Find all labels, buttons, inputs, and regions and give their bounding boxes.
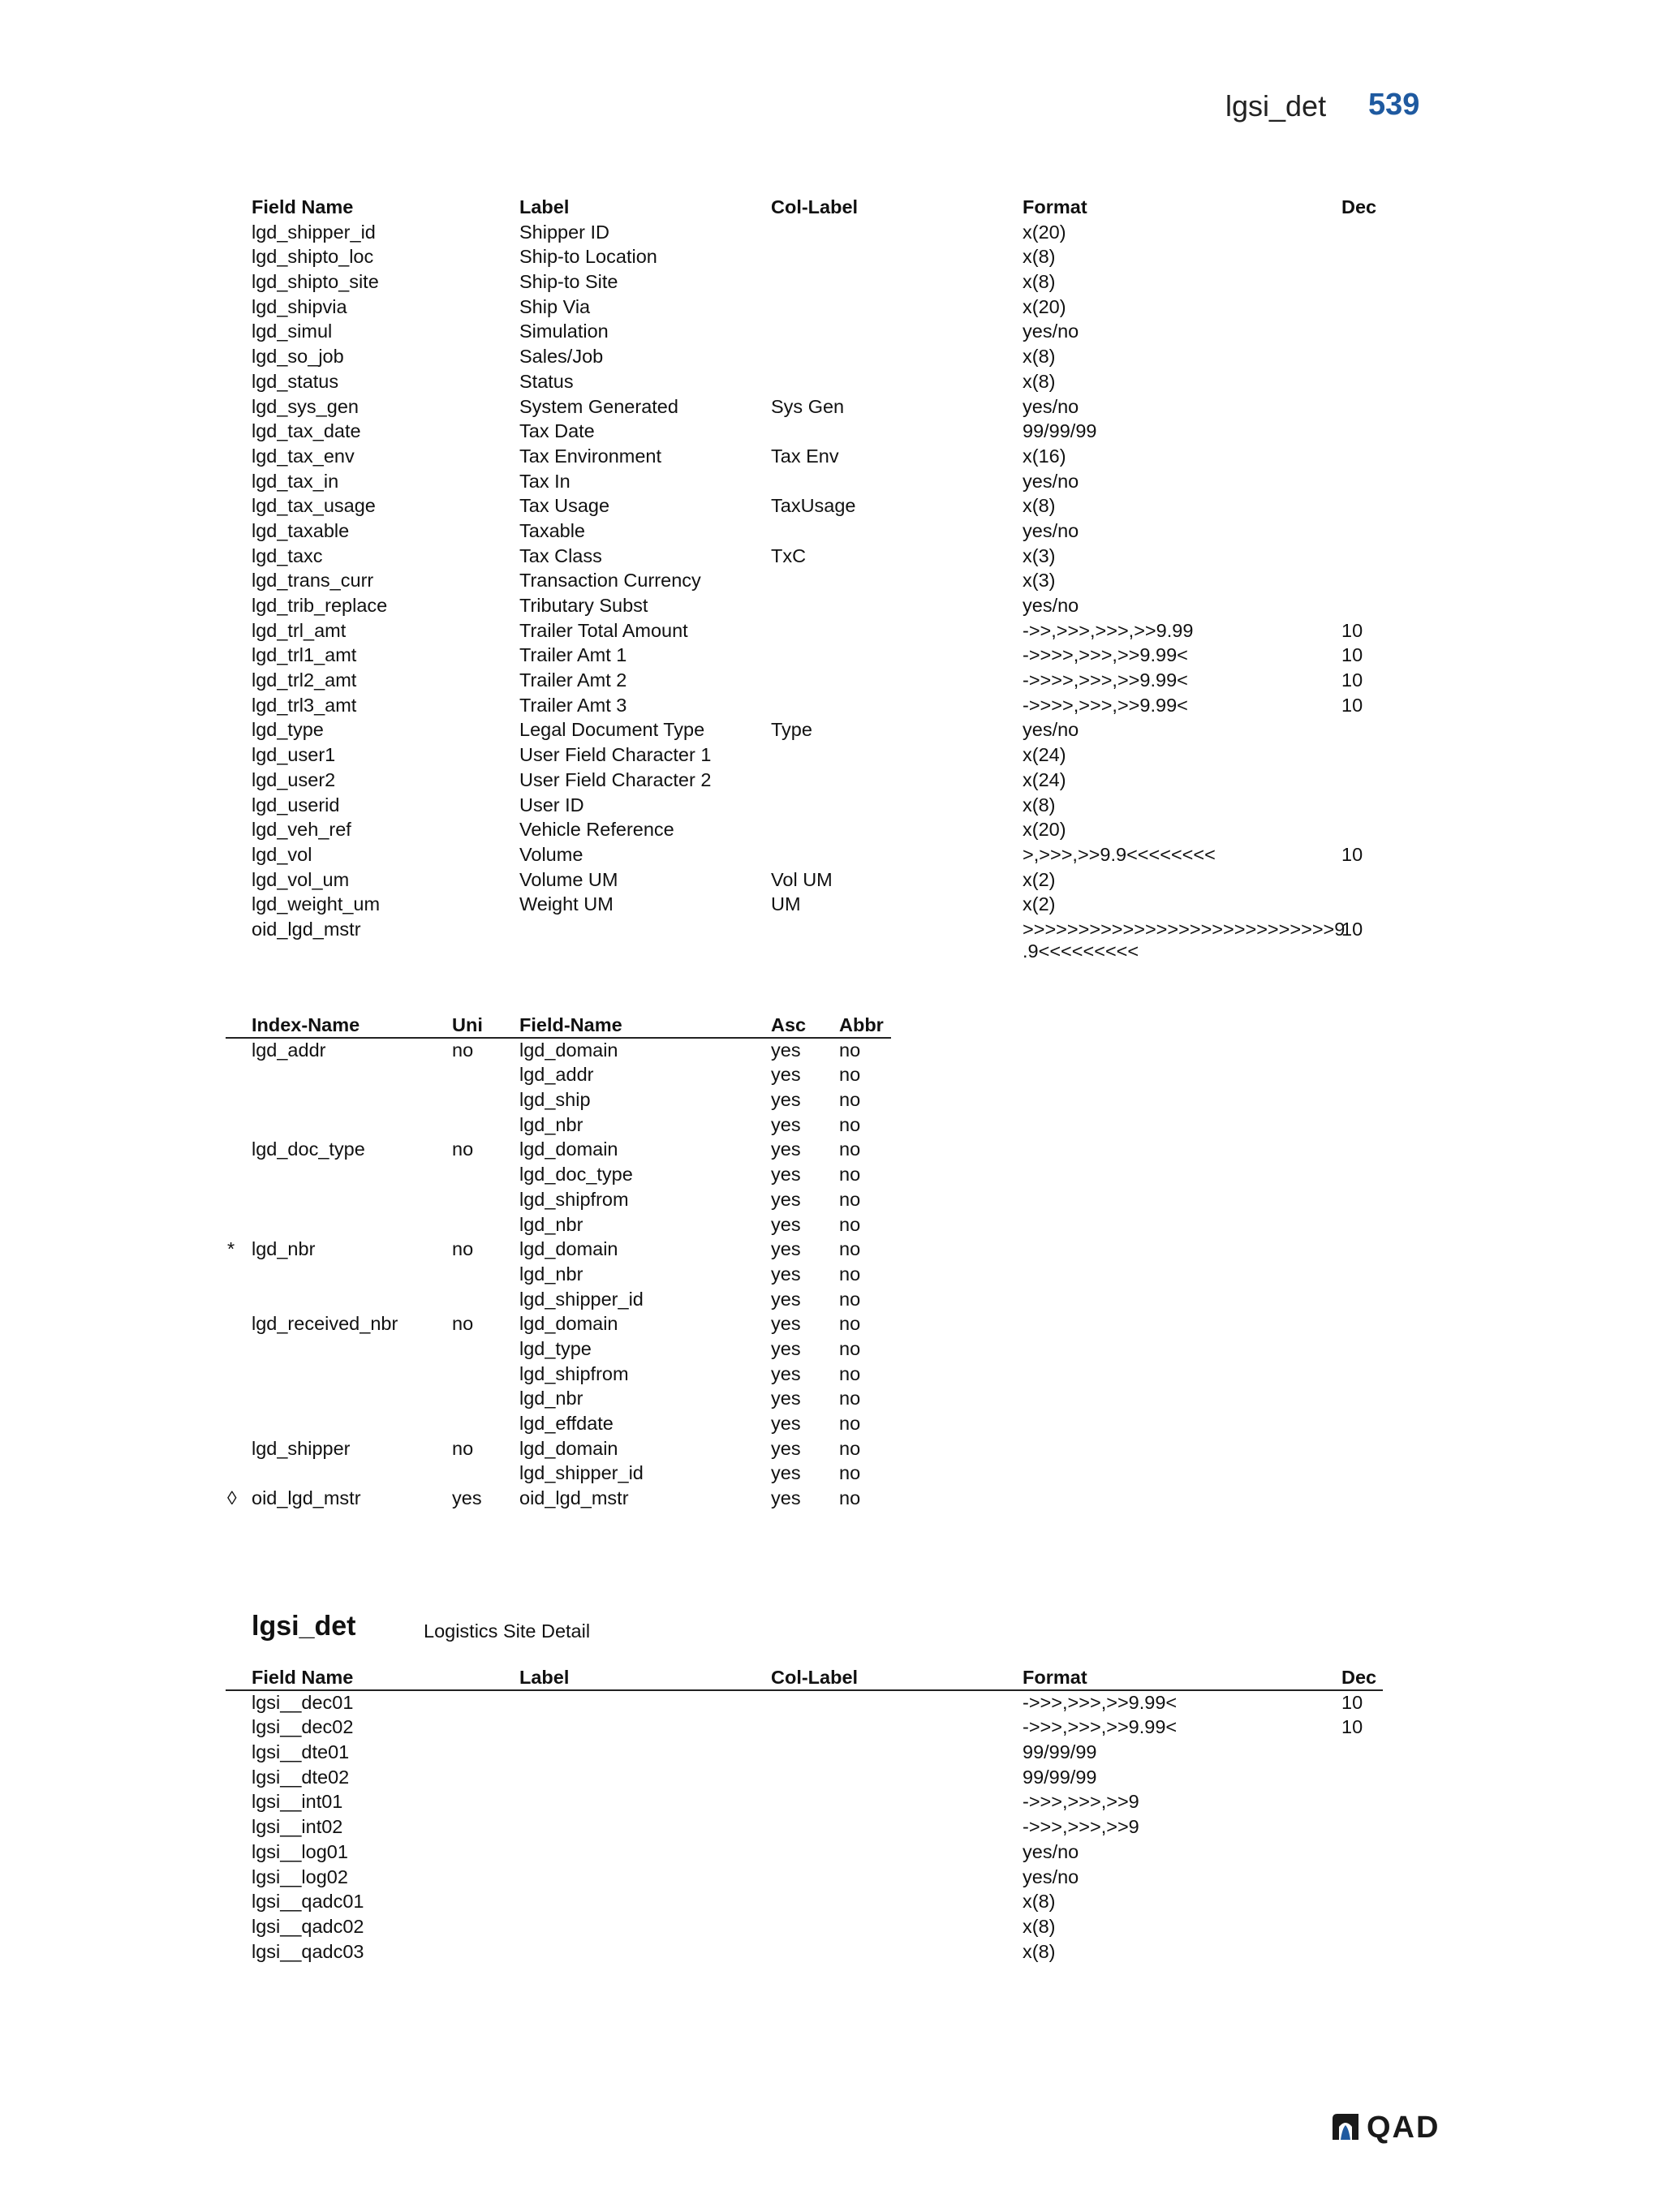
col-header-field-name: Field Name (252, 1667, 354, 1688)
field-name-cell: lgsi__log01 (252, 1840, 348, 1862)
format-cell: 99/99/99 (1023, 420, 1097, 442)
format-continuation-row (252, 939, 1380, 964)
label-cell: User Field Character 1 (519, 744, 712, 766)
table-row (252, 1411, 893, 1436)
asc-cell: yes (771, 1164, 801, 1186)
uni-cell: no (452, 1437, 474, 1459)
field-name-cell: lgsi__int01 (252, 1791, 343, 1813)
index-name-cell: lgd_shipper (252, 1437, 351, 1459)
label-cell: Tax Class (519, 544, 602, 566)
format-cell: yes/no (1023, 719, 1079, 741)
qad-logo (1329, 2112, 1451, 2145)
field-name-cell: lgsi__dec01 (252, 1691, 354, 1713)
col-header-dec: Dec (1341, 196, 1377, 217)
table-row (252, 1062, 893, 1087)
asc-cell: yes (771, 1462, 801, 1484)
asc-cell: yes (771, 1362, 801, 1384)
field-name-cell: lgsi__log02 (252, 1866, 348, 1887)
section-description: Logistics Site Detail (424, 1620, 591, 1642)
uni-cell: no (452, 1238, 474, 1260)
table-row (252, 693, 1380, 718)
table-row (252, 295, 1380, 320)
field-name-cell: lgd_ship (519, 1089, 591, 1111)
table-row (252, 419, 1380, 444)
field-name-cell: lgd_nbr (519, 1263, 583, 1285)
table-row (252, 1311, 893, 1336)
table-row (252, 493, 1380, 519)
col-label-cell: Sys Gen (771, 395, 845, 417)
table-row (252, 1939, 1380, 1965)
label-cell: Ship Via (519, 295, 591, 317)
field-name-cell: lgd_shipfrom (519, 1362, 629, 1384)
field-name-cell: lgd_shipper_id (519, 1288, 644, 1310)
section-table-header (252, 1665, 1380, 1690)
format-cell: yes/no (1023, 519, 1079, 541)
field-name-cell: lgd_tax_env (252, 445, 355, 467)
format-cell: x(8) (1023, 1891, 1056, 1913)
dec-cell: 10 (1341, 619, 1363, 641)
label-cell: Tributary Subst (519, 595, 648, 616)
table-row (252, 867, 1380, 893)
format-cell: ->>>,>>>,>>9.99< (1023, 1716, 1178, 1738)
asc-cell: yes (771, 1213, 801, 1235)
format-cell: >,>>>,>>9.9<<<<<<<< (1023, 843, 1216, 865)
col-header-label: Label (519, 1667, 570, 1688)
table-row (252, 1336, 893, 1362)
table-row (252, 842, 1380, 867)
field-name-cell: lgd_trib_replace (252, 595, 388, 616)
table-row (252, 1715, 1380, 1740)
format-cell: x(2) (1023, 893, 1056, 915)
col-header-col-label: Col-Label (771, 196, 859, 217)
table-row (252, 444, 1380, 469)
asc-cell: yes (771, 1039, 801, 1061)
table-row (252, 742, 1380, 768)
label-cell: Tax Usage (519, 495, 610, 517)
format-cell: yes/no (1023, 470, 1079, 492)
table-row (252, 344, 1380, 369)
index-name-cell: lgd_received_nbr (252, 1313, 398, 1335)
uni-cell: no (452, 1313, 474, 1335)
uni-cell: no (452, 1138, 474, 1160)
index-table-body (227, 1038, 893, 1511)
field-name-cell: lgd_userid (252, 794, 340, 816)
field-name-cell: lgd_so_job (252, 346, 344, 368)
fields-table-body (252, 220, 1380, 942)
col-label-cell: Vol UM (771, 868, 833, 890)
field-name-cell: lgd_type (252, 719, 324, 741)
abbr-cell: no (839, 1288, 861, 1310)
col-header-col-label: Col-Label (771, 1667, 859, 1688)
format-cell: yes/no (1023, 595, 1079, 616)
field-name-cell: lgd_type (519, 1337, 592, 1359)
abbr-cell: no (839, 1238, 861, 1260)
col-label-cell: UM (771, 893, 801, 915)
label-cell: User ID (519, 794, 584, 816)
abbr-cell: no (839, 1487, 861, 1509)
table-row (252, 269, 1380, 295)
col-label-cell: TaxUsage (771, 495, 856, 517)
table-row (252, 1789, 1380, 1814)
col-label-cell: Tax Env (771, 445, 839, 467)
asc-cell: yes (771, 1313, 801, 1335)
qad-logo-text: QAD (1367, 2111, 1440, 2145)
asc-cell: yes (771, 1064, 801, 1086)
label-cell: Status (519, 370, 574, 392)
abbr-cell: no (839, 1039, 861, 1061)
table-row (227, 1486, 893, 1511)
field-name-cell: lgsi__qadc01 (252, 1891, 364, 1913)
table-row (252, 1162, 893, 1187)
label-cell: User Field Character 2 (519, 768, 712, 790)
field-name-cell: lgd_effdate (519, 1413, 614, 1434)
running-header-title: lgsi_det (1225, 89, 1327, 123)
dec-cell: 10 (1341, 694, 1363, 716)
label-cell: Weight UM (519, 893, 614, 915)
format-cell: ->>>,>>>,>>9.99< (1023, 1691, 1178, 1713)
field-name-cell: lgd_shipto_loc (252, 246, 374, 268)
field-name-cell: lgd_taxable (252, 519, 350, 541)
field-name-cell: lgd_nbr (519, 1388, 583, 1409)
label-cell: Trailer Amt 3 (519, 694, 627, 716)
abbr-cell: no (839, 1213, 861, 1235)
table-row (252, 793, 1380, 818)
label-cell: Sales/Job (519, 346, 604, 368)
label-cell: Taxable (519, 519, 585, 541)
field-name-cell: lgd_shipto_site (252, 271, 379, 293)
label-cell: Trailer Total Amount (519, 619, 688, 641)
label-cell: Tax In (519, 470, 571, 492)
abbr-cell: no (839, 1263, 861, 1285)
format-cell: x(20) (1023, 221, 1066, 243)
col-header-field-name: Field Name (252, 196, 354, 217)
table-row (252, 1362, 893, 1387)
table-row (252, 1386, 893, 1411)
format-cell: ->>>,>>>,>>9 (1023, 1816, 1139, 1838)
format-cell: 99/99/99 (1023, 1766, 1097, 1788)
field-name-cell: lgsi__qadc03 (252, 1940, 364, 1962)
section-fields-table (252, 1665, 1380, 1964)
field-name-cell: lgd_shipvia (252, 295, 347, 317)
field-name-cell: lgd_doc_type (519, 1164, 633, 1186)
format-cell: x(3) (1023, 544, 1056, 566)
abbr-cell: no (839, 1388, 861, 1409)
format-cell: ->>>>,>>>,>>9.99< (1023, 694, 1188, 716)
format-cell: ->>,>>>,>>>,>>9.99 (1023, 619, 1194, 641)
asc-cell: yes (771, 1337, 801, 1359)
label-cell: System Generated (519, 395, 678, 417)
table-row (252, 1461, 893, 1486)
abbr-cell: no (839, 1362, 861, 1384)
table-row (227, 1237, 893, 1262)
field-name-cell: lgd_trl_amt (252, 619, 347, 641)
field-name-cell: lgsi__dte02 (252, 1766, 350, 1788)
col-header-label: Label (519, 196, 570, 217)
abbr-cell: no (839, 1064, 861, 1086)
abbr-cell: no (839, 1313, 861, 1335)
dec-cell: 10 (1341, 843, 1363, 865)
asc-cell: yes (771, 1437, 801, 1459)
field-name-cell: lgd_vol (252, 843, 312, 865)
label-cell: Trailer Amt 2 (519, 669, 627, 691)
label-cell: Legal Document Type (519, 719, 705, 741)
format-cell: x(2) (1023, 868, 1056, 890)
col-header-index-name: Index-Name (252, 1014, 360, 1035)
format-cell: >>>>>>>>>>>>>>>>>>>>>>>>>>>>9 (1023, 918, 1346, 940)
field-name-cell: lgd_shipper_id (252, 221, 376, 243)
fields-table (252, 195, 1380, 963)
qad-logo-icon (1329, 2112, 1362, 2141)
table-row (252, 469, 1380, 494)
table-row (252, 643, 1380, 668)
dec-cell: 10 (1341, 918, 1363, 940)
abbr-cell: no (839, 1437, 861, 1459)
asc-cell: yes (771, 1138, 801, 1160)
field-name-cell: lgd_shipfrom (519, 1188, 629, 1210)
table-row (252, 369, 1380, 394)
field-name-cell: lgsi__qadc02 (252, 1915, 364, 1937)
format-cell: x(8) (1023, 370, 1056, 392)
field-name-cell: lgd_user1 (252, 744, 336, 766)
table-row (252, 244, 1380, 269)
field-name-cell: lgd_tax_date (252, 420, 361, 442)
format-cell: x(24) (1023, 744, 1066, 766)
section-table-body (252, 1690, 1380, 1965)
table-row (252, 319, 1380, 344)
uni-cell: yes (452, 1487, 482, 1509)
index-table-header (252, 1013, 893, 1038)
format-cell: ->>>>,>>>,>>9.99< (1023, 644, 1188, 666)
label-cell: Vehicle Reference (519, 819, 674, 841)
format-cell: yes/no (1023, 1840, 1079, 1862)
table-row (252, 1740, 1380, 1765)
field-name-cell: lgd_tax_usage (252, 495, 376, 517)
format-cell: x(8) (1023, 271, 1056, 293)
format-cell: x(8) (1023, 346, 1056, 368)
page-number: 539 (1368, 88, 1420, 122)
table-row (252, 568, 1380, 593)
field-name-cell: lgsi__dec02 (252, 1716, 354, 1738)
label-cell: Tax Date (519, 420, 595, 442)
field-name-cell: lgd_simul (252, 321, 333, 342)
format-cell: ->>>>,>>>,>>9.99< (1023, 669, 1188, 691)
table-row (252, 1112, 893, 1138)
field-name-cell: lgd_sys_gen (252, 395, 359, 417)
table-row (252, 1212, 893, 1237)
asc-cell: yes (771, 1113, 801, 1135)
table-row (252, 220, 1380, 245)
field-name-cell: lgd_addr (519, 1064, 594, 1086)
field-name-cell: lgd_vol_um (252, 868, 350, 890)
abbr-cell: no (839, 1164, 861, 1186)
table-row (252, 1889, 1380, 1914)
table-row (252, 618, 1380, 643)
field-name-cell: lgd_user2 (252, 768, 336, 790)
col-header-asc: Asc (771, 1014, 807, 1035)
field-name-cell: oid_lgd_mstr (252, 918, 361, 940)
dec-cell: 10 (1341, 669, 1363, 691)
label-cell: Ship-to Location (519, 246, 657, 268)
asc-cell: yes (771, 1388, 801, 1409)
format-cell: x(16) (1023, 445, 1066, 467)
abbr-cell: no (839, 1138, 861, 1160)
col-header-format: Format (1023, 196, 1087, 217)
index-marker: ◊ (227, 1487, 237, 1509)
col-header-abbr: Abbr (839, 1014, 884, 1035)
field-name-cell: lgd_nbr (519, 1113, 583, 1135)
asc-cell: yes (771, 1089, 801, 1111)
col-header-format: Format (1023, 1667, 1087, 1688)
index-marker: * (227, 1238, 235, 1260)
field-name-cell: lgd_nbr (519, 1213, 583, 1235)
field-name-cell: lgd_taxc (252, 544, 323, 566)
table-row (252, 1765, 1380, 1790)
field-name-cell: lgd_status (252, 370, 339, 392)
index-name-cell: lgd_addr (252, 1039, 326, 1061)
table-row (252, 1137, 893, 1162)
label-cell: Ship-to Site (519, 271, 618, 293)
abbr-cell: no (839, 1089, 861, 1111)
asc-cell: yes (771, 1413, 801, 1434)
fields-table-header (252, 195, 1380, 220)
field-name-cell: lgd_trl1_amt (252, 644, 357, 666)
field-name-cell: lgd_domain (519, 1138, 618, 1160)
format-cell: x(8) (1023, 495, 1056, 517)
table-row (252, 1914, 1380, 1939)
table-row (252, 1287, 893, 1312)
col-label-cell: TxC (771, 544, 807, 566)
label-cell: Volume UM (519, 868, 618, 890)
dec-cell: 10 (1341, 1691, 1363, 1713)
table-row (252, 668, 1380, 693)
abbr-cell: no (839, 1337, 861, 1359)
table-row (252, 1436, 893, 1461)
section-title: lgsi_det (252, 1611, 356, 1642)
label-cell: Transaction Currency (519, 570, 701, 592)
abbr-cell: no (839, 1413, 861, 1434)
table-row (252, 544, 1380, 569)
table-row (252, 817, 1380, 842)
table-row (252, 1038, 893, 1063)
table-row (252, 1840, 1380, 1865)
asc-cell: yes (771, 1288, 801, 1310)
label-cell: Simulation (519, 321, 609, 342)
format-cell: x(20) (1023, 295, 1066, 317)
field-name-cell: lgsi__dte01 (252, 1741, 350, 1763)
table-row (252, 1814, 1380, 1840)
format-cell: x(3) (1023, 570, 1056, 592)
format-cell: x(8) (1023, 1940, 1056, 1962)
format-cell: x(8) (1023, 246, 1056, 268)
field-name-cell: lgd_veh_ref (252, 819, 351, 841)
abbr-cell: no (839, 1188, 861, 1210)
format-cell: yes/no (1023, 1866, 1079, 1887)
field-name-cell: oid_lgd_mstr (519, 1487, 629, 1509)
asc-cell: yes (771, 1238, 801, 1260)
format-cell: yes/no (1023, 321, 1079, 342)
table-row (252, 892, 1380, 917)
table-row (252, 1690, 1380, 1715)
table-row (252, 394, 1380, 420)
format-cell: 99/99/99 (1023, 1741, 1097, 1763)
table-row (252, 1187, 893, 1212)
field-name-cell: lgd_trans_curr (252, 570, 374, 592)
format-cell: x(24) (1023, 768, 1066, 790)
col-header-uni: Uni (452, 1014, 483, 1035)
field-name-cell: lgd_domain (519, 1238, 618, 1260)
field-name-cell: lgd_domain (519, 1437, 618, 1459)
field-name-cell: lgd_tax_in (252, 470, 339, 492)
field-name-cell: lgd_domain (519, 1313, 618, 1335)
abbr-cell: no (839, 1462, 861, 1484)
index-table (227, 1013, 893, 1511)
field-name-cell: lgd_domain (519, 1039, 618, 1061)
table-row (252, 1262, 893, 1287)
table-row (252, 519, 1380, 544)
table-row (252, 593, 1380, 618)
index-name-cell: oid_lgd_mstr (252, 1487, 361, 1509)
uni-cell: no (452, 1039, 474, 1061)
label-cell: Trailer Amt 1 (519, 644, 627, 666)
col-label-cell: Type (771, 719, 812, 741)
field-name-cell: lgd_shipper_id (519, 1462, 644, 1484)
format-cell: x(20) (1023, 819, 1066, 841)
field-name-cell: lgd_trl2_amt (252, 669, 357, 691)
field-name-cell: lgd_weight_um (252, 893, 381, 915)
format-cell: ->>>,>>>,>>9 (1023, 1791, 1139, 1813)
format-continuation: .9<<<<<<<<< (1023, 940, 1139, 962)
field-name-cell: lgd_trl3_amt (252, 694, 357, 716)
asc-cell: yes (771, 1487, 801, 1509)
label-cell: Shipper ID (519, 221, 610, 243)
table-row (252, 717, 1380, 742)
table-row (252, 1087, 893, 1112)
col-header-dec: Dec (1341, 1667, 1377, 1688)
abbr-cell: no (839, 1113, 861, 1135)
asc-cell: yes (771, 1188, 801, 1210)
dec-cell: 10 (1341, 1716, 1363, 1738)
col-header-field-name: Field-Name (519, 1014, 622, 1035)
index-name-cell: lgd_nbr (252, 1238, 316, 1260)
dec-cell: 10 (1341, 644, 1363, 666)
asc-cell: yes (771, 1263, 801, 1285)
label-cell: Tax Environment (519, 445, 662, 467)
field-name-cell: lgsi__int02 (252, 1816, 343, 1838)
table-row (252, 768, 1380, 793)
label-cell: Volume (519, 843, 583, 865)
index-name-cell: lgd_doc_type (252, 1138, 365, 1160)
format-cell: x(8) (1023, 1915, 1056, 1937)
format-cell: x(8) (1023, 794, 1056, 816)
table-row (252, 1865, 1380, 1890)
format-cell: yes/no (1023, 395, 1079, 417)
